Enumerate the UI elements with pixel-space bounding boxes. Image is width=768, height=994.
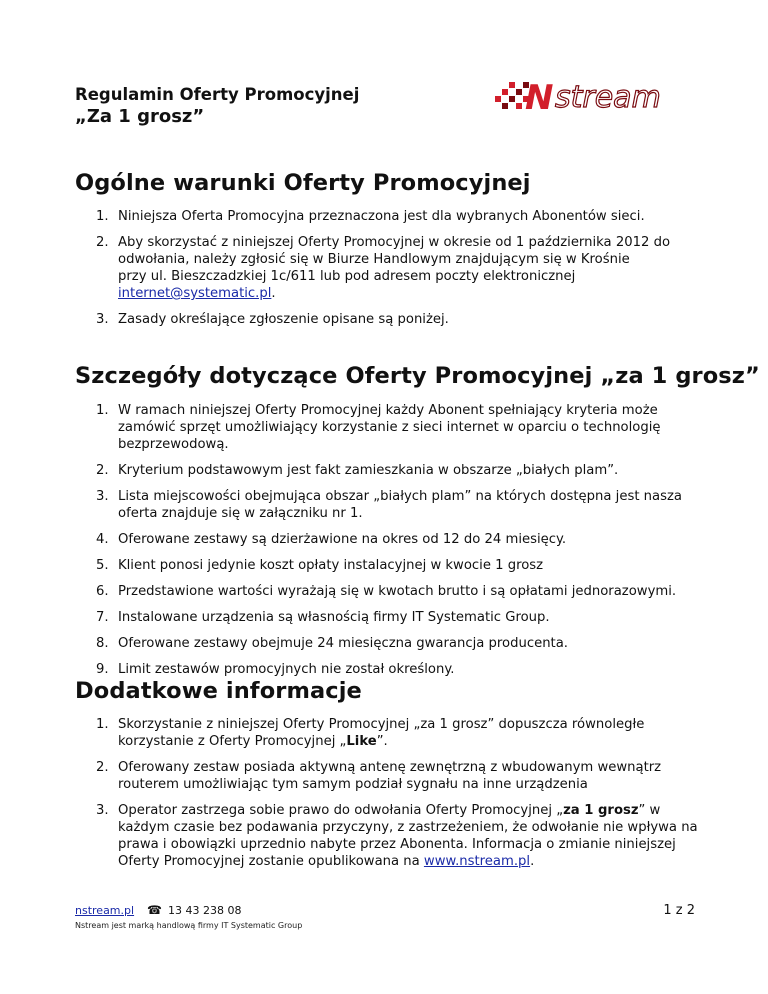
section-heading-details: Szczegóły dotyczące Oferty Promocyjnej „za 1 grosz”	[75, 363, 760, 389]
list-item: 6. Przedstawione wartości wyrażają się w kwotach brutto i są opłatami jednorazowymi.	[96, 584, 677, 599]
list-item: 7. Instalowane urządzenia są własnością firmy IT Systematic Group.	[96, 610, 550, 625]
email-link[interactable]: internet@systematic.pl	[118, 286, 272, 301]
logo-text: stream	[555, 80, 661, 114]
list-item: 2. Kryterium podstawowym jest fakt zamieszkania w obszarze „białych plam”.	[96, 463, 619, 478]
footer-site-link[interactable]: nstream.pl	[75, 904, 135, 917]
footer-note: Nstream jest marką handlową firmy IT Systematic Group	[75, 921, 303, 930]
header-title: Regulamin Oferty Promocyjnej	[75, 85, 360, 104]
list-item: 2. Aby skorzystać z niniejszej Oferty Promocyjnej w okresie od 1 października 2012 do odwołania, należy zgłosić się w Biurze Handlowym znajdującym się w Krośnie przy ul. Bieszczadzkiej 1c/611 lub pod adresem poczty elektronicznej internet@systematic.pl.	[96, 235, 671, 301]
list-item: 3. Zasady określające zgłoszenie opisane są poniżej.	[96, 312, 449, 327]
list-item: 5. Klient ponosi jedynie koszt opłaty instalacyjnej w kwocie 1 grosz	[96, 558, 544, 573]
logo-pixel-squares	[495, 82, 529, 109]
website-link[interactable]: www.nstream.pl	[423, 854, 531, 869]
list-item: 3. Operator zastrzega sobie prawo do odwołania Oferty Promocyjnej „za 1 grosz” w każdym czasie bez podawania przyczyny, z zastrzeżeniem, że odwołanie nie wpływa na prawa i obowiązki uprzednio nabyte przez Abonenta. Informacja o zmianie niniejszej Oferty Promocyjnej zostanie opublikowana na www.nstream.pl.	[96, 803, 698, 869]
section-heading-general: Ogólne warunki Oferty Promocyjnej	[75, 170, 531, 196]
phone-icon: ☎	[147, 903, 162, 917]
list-item: 9. Limit zestawów promocyjnych nie został określony.	[96, 662, 455, 677]
general-terms-list	[75, 208, 715, 328]
page-number: 1 z 2	[663, 903, 695, 918]
document-header	[75, 84, 359, 128]
list-item: 4. Oferowane zestawy są dzierżawione na okres od 12 do 24 miesięcy.	[96, 532, 567, 547]
details-list	[75, 402, 715, 678]
list-item: 3. Lista miejscowości obejmująca obszar „białych plam” na których dostępna jest nasza oferta znajduje się w załączniku nr 1.	[96, 489, 682, 521]
additional-info-list	[75, 716, 715, 870]
nstream-logo	[495, 78, 705, 114]
list-item: 2. Oferowany zestaw posiada aktywną antenę zewnętrzną z wbudowanym wewnątrz routerem umożliwiając tym samym podział sygnału na inne urządzenia	[96, 760, 662, 792]
page-footer	[75, 904, 695, 930]
logo-letter: N	[525, 78, 554, 114]
list-item: 1. W ramach niniejszej Oferty Promocyjnej każdy Abonent spełniający kryteria może zamówić sprzęt umożliwiający korzystanie z sieci internet w oparciu o technologię bezprzewodową.	[96, 403, 661, 452]
list-item: 1. Niniejsza Oferta Promocyjna przeznaczona jest dla wybranych Abonentów sieci.	[96, 209, 645, 224]
list-item: 8. Oferowane zestawy obejmuje 24 miesięczna gwarancja producenta.	[96, 636, 568, 651]
section-heading-additional: Dodatkowe informacje	[75, 678, 362, 704]
list-item: 1. Skorzystanie z niniejszej Oferty Promocyjnej „za 1 grosz” dopuszcza równoległe korzystanie z Oferty Promocyjnej „Like”.	[96, 717, 645, 749]
header-subtitle: „Za 1 grosz”	[75, 106, 205, 127]
footer-phone: 13 43 238 08	[168, 904, 242, 917]
